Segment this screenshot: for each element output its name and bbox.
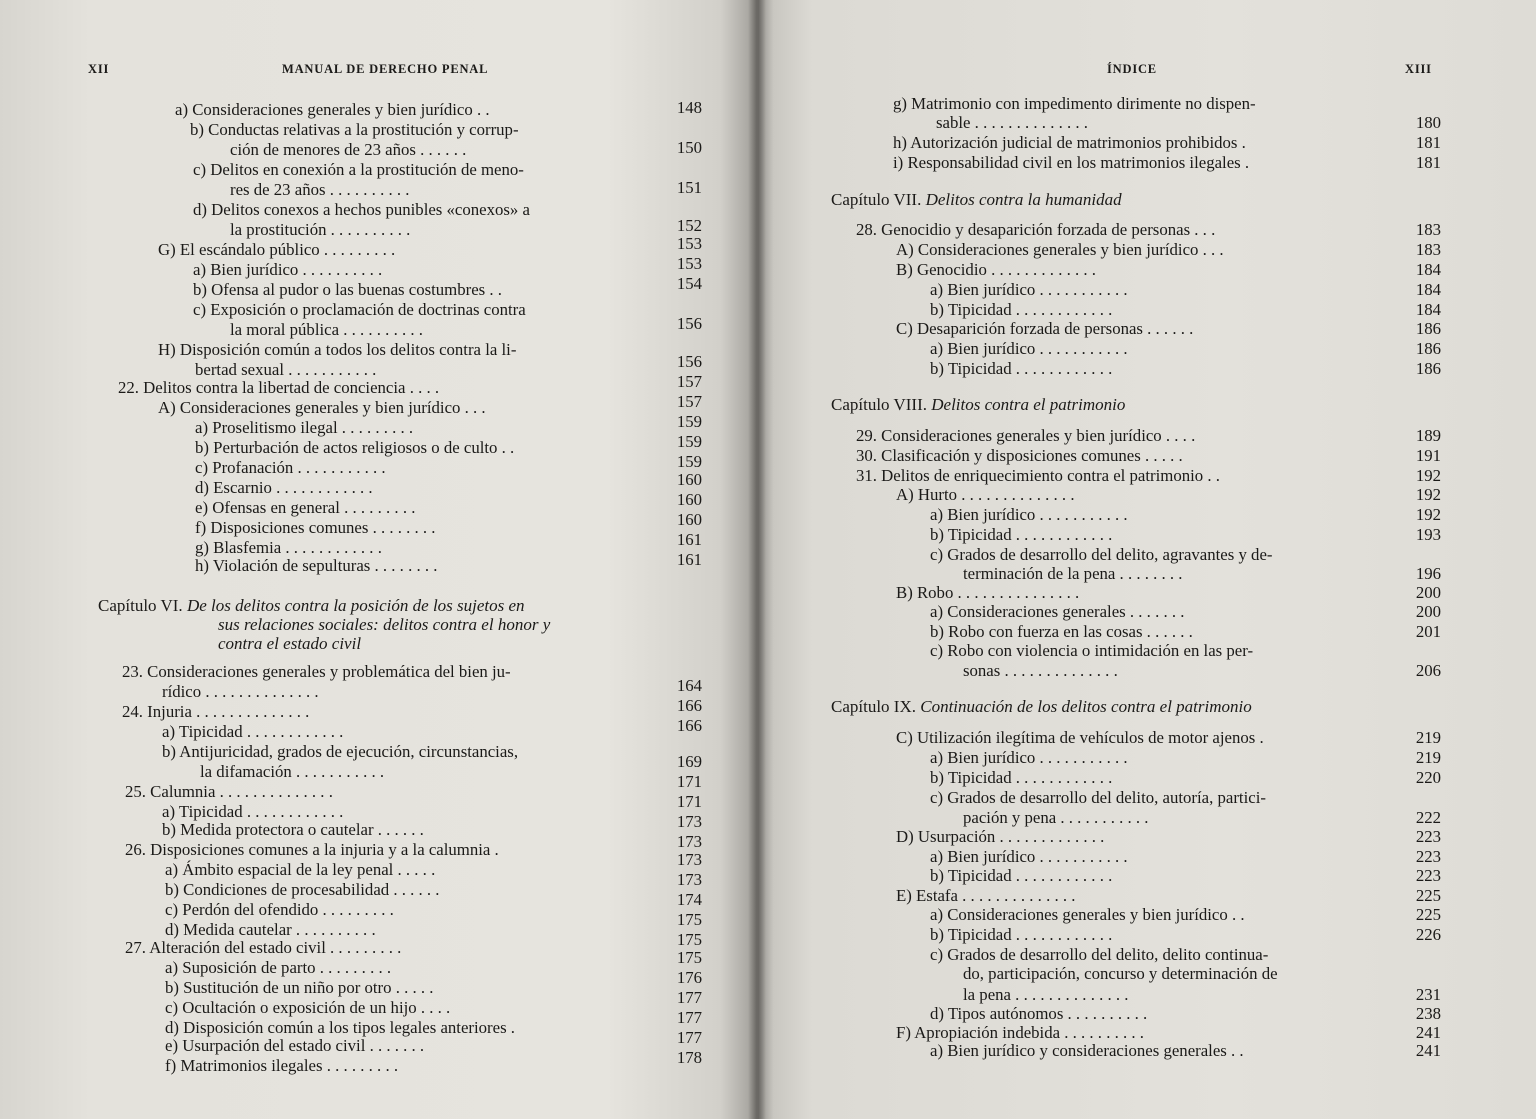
toc-page-number: 166	[676, 716, 702, 735]
toc-entry: terminación de la pena . . . . . . . .	[963, 564, 1183, 583]
toc-page-number: 219	[1415, 728, 1441, 747]
toc-entry: la prostitución . . . . . . . . . .	[230, 220, 411, 239]
toc-page-number: 200	[1415, 602, 1441, 621]
toc-entry: b) Medida protectora o cautelar . . . . . .	[162, 820, 424, 839]
toc-page-number: 186	[1415, 339, 1441, 358]
right-page	[758, 0, 1536, 1119]
toc-entry: sonas . . . . . . . . . . . . . .	[963, 661, 1118, 680]
toc-entry: B) Robo . . . . . . . . . . . . . . .	[896, 583, 1080, 602]
toc-page-number: 166	[676, 696, 702, 715]
toc-page-number: 192	[1415, 485, 1441, 504]
toc-entry: la moral pública . . . . . . . . . .	[230, 320, 423, 339]
toc-entry: E) Estafa . . . . . . . . . . . . . .	[896, 886, 1076, 905]
toc-page-number: 153	[676, 234, 702, 253]
toc-entry: a) Proselitismo ilegal . . . . . . . . .	[195, 418, 414, 437]
toc-entry: c) Delitos en conexión a la prostitución de meno-	[193, 160, 524, 179]
chapter-ix-label: Capítulo IX.	[831, 697, 916, 716]
toc-entry: G) El escándalo público . . . . . . . . .	[158, 240, 396, 259]
toc-entry: D) Usurpación . . . . . . . . . . . . .	[896, 827, 1105, 846]
toc-entry: c) Profanación . . . . . . . . . . .	[195, 458, 386, 477]
toc-entry: b) Ofensa al pudor o las buenas costumbres . .	[193, 280, 502, 299]
toc-page-number: 153	[676, 254, 702, 273]
toc-entry: b) Conductas relativas a la prostitución y corrup-	[190, 120, 519, 139]
toc-entry: 31. Delitos de enriquecimiento contra el patrimonio . .	[856, 466, 1220, 485]
toc-page-number: 184	[1415, 280, 1441, 299]
toc-entry: a) Consideraciones generales . . . . . . .	[930, 602, 1185, 621]
toc-entry: A) Consideraciones generales y bien jurídico . . .	[896, 240, 1224, 259]
toc-entry: 23. Consideraciones generales y problemática del bien ju-	[122, 662, 511, 681]
toc-page-number: 157	[676, 372, 702, 391]
toc-entry: C) Utilización ilegítima de vehículos de motor ajenos .	[896, 728, 1264, 747]
toc-entry: A) Consideraciones generales y bien jurídico . . .	[158, 398, 486, 417]
toc-page-number: 161	[676, 550, 702, 569]
toc-page-number: 184	[1415, 260, 1441, 279]
toc-entry: 27. Alteración del estado civil . . . . . . . . .	[125, 938, 402, 957]
chapter-vi-title-3: contra el estado civil	[218, 634, 362, 653]
toc-entry: a) Consideraciones generales y bien jurídico . .	[930, 905, 1245, 924]
toc-entry: b) Tipicidad . . . . . . . . . . . .	[930, 866, 1113, 885]
toc-entry: c) Perdón del ofendido . . . . . . . . .	[165, 900, 394, 919]
chapter-vi-title-2: sus relaciones sociales: delitos contra el honor y	[218, 615, 551, 634]
toc-entry: F) Apropiación indebida . . . . . . . . . .	[896, 1023, 1144, 1042]
folio-left: XII	[88, 62, 110, 76]
toc-entry: a) Bien jurídico . . . . . . . . . . .	[930, 505, 1128, 524]
toc-page-number: 164	[676, 676, 702, 695]
toc-entry: A) Hurto . . . . . . . . . . . . . .	[896, 485, 1075, 504]
toc-page-number: 177	[676, 1008, 702, 1027]
chapter-viii-label: Capítulo VIII.	[831, 395, 928, 414]
toc-page-number: 192	[1415, 466, 1441, 485]
toc-entry: a) Bien jurídico . . . . . . . . . . .	[930, 280, 1128, 299]
toc-page-number: 173	[676, 850, 702, 869]
toc-page-number: 223	[1415, 847, 1441, 866]
toc-entry: a) Bien jurídico . . . . . . . . . . .	[930, 339, 1128, 358]
toc-entry: d) Escarnio . . . . . . . . . . . .	[195, 478, 373, 497]
toc-entry: la difamación . . . . . . . . . . .	[200, 762, 385, 781]
chapter-ix-heading	[831, 697, 1252, 717]
toc-page-number: 241	[1415, 1023, 1441, 1042]
toc-page-number: 241	[1415, 1041, 1441, 1060]
toc-page-number: 171	[676, 772, 702, 791]
toc-entry: g) Blasfemia . . . . . . . . . . . .	[195, 538, 382, 557]
chapter-vii-title: Delitos contra la humanidad	[925, 190, 1122, 209]
toc-entry: a) Consideraciones generales y bien jurídico . .	[175, 100, 490, 119]
toc-page-number: 177	[676, 1028, 702, 1047]
toc-entry: 22. Delitos contra la libertad de conciencia . . . .	[118, 378, 440, 397]
toc-entry: b) Perturbación de actos religiosos o de culto . .	[195, 438, 515, 457]
running-head-right: ÍNDICE	[1107, 62, 1157, 76]
toc-page-number: 150	[676, 138, 702, 157]
toc-page-number: 178	[676, 1048, 702, 1067]
toc-page-number: 173	[676, 832, 702, 851]
toc-page-number: 159	[676, 452, 702, 471]
toc-entry: rídico . . . . . . . . . . . . . .	[162, 682, 319, 701]
book-gutter	[748, 0, 766, 1119]
toc-entry: a) Suposición de parto . . . . . . . . .	[165, 958, 392, 977]
toc-page-number: 152	[676, 216, 702, 235]
toc-page-number: 193	[1415, 525, 1441, 544]
toc-page-number: 156	[676, 352, 702, 371]
toc-entry: a) Bien jurídico . . . . . . . . . .	[193, 260, 383, 279]
toc-entry: c) Grados de desarrollo del delito, autoría, partici-	[930, 788, 1266, 807]
toc-page-number: 189	[1415, 426, 1441, 445]
toc-page-number: 183	[1415, 240, 1441, 259]
toc-page-number: 159	[676, 432, 702, 451]
chapter-vii-label: Capítulo VII.	[831, 190, 922, 209]
toc-entry: c) Exposición o proclamación de doctrinas contra	[193, 300, 526, 319]
toc-entry: i) Responsabilidad civil en los matrimonios ilegales .	[893, 153, 1250, 172]
toc-page-number: 200	[1415, 583, 1441, 602]
toc-entry: c) Ocultación o exposición de un hijo . . . .	[165, 998, 451, 1017]
left-page	[0, 0, 758, 1119]
toc-page-number: 169	[676, 752, 702, 771]
toc-page-number: 186	[1415, 319, 1441, 338]
toc-entry: pación y pena . . . . . . . . . . .	[963, 808, 1149, 827]
toc-page-number: 171	[676, 792, 702, 811]
toc-page-number: 192	[1415, 505, 1441, 524]
toc-entry: c) Grados de desarrollo del delito, agravantes y de-	[930, 545, 1273, 564]
chapter-viii-heading	[831, 395, 1125, 415]
toc-entry: a) Tipicidad . . . . . . . . . . . .	[162, 802, 344, 821]
toc-entry: b) Sustitución de un niño por otro . . . . .	[165, 978, 434, 997]
toc-page-number: 159	[676, 412, 702, 431]
toc-page-number: 180	[1415, 113, 1441, 132]
toc-entry: a) Tipicidad . . . . . . . . . . . .	[162, 722, 344, 741]
toc-entry: d) Delitos conexos a hechos punibles «conexos» a	[193, 200, 530, 219]
chapter-ix-title: Continuación de los delitos contra el patrimonio	[920, 697, 1252, 716]
toc-page-number: 226	[1415, 925, 1441, 944]
toc-page-number: 160	[676, 470, 702, 489]
toc-page-number: 223	[1415, 866, 1441, 885]
toc-entry: B) Genocidio . . . . . . . . . . . . .	[896, 260, 1096, 279]
toc-entry: f) Disposiciones comunes . . . . . . . .	[195, 518, 436, 537]
folio-right: XIII	[1405, 62, 1432, 76]
toc-page-number: 154	[676, 274, 702, 293]
toc-page-number: 201	[1415, 622, 1441, 641]
toc-page-number: 181	[1415, 153, 1441, 172]
toc-page-number: 160	[676, 510, 702, 529]
toc-page-number: 181	[1415, 133, 1441, 152]
toc-entry: b) Tipicidad . . . . . . . . . . . .	[930, 768, 1113, 787]
toc-page-number: 175	[676, 948, 702, 967]
toc-entry: b) Robo con fuerza en las cosas . . . . . .	[930, 622, 1193, 641]
toc-page-number: 225	[1415, 905, 1441, 924]
toc-entry: e) Usurpación del estado civil . . . . . . .	[165, 1036, 425, 1055]
toc-page-number: 177	[676, 988, 702, 1007]
toc-page-number: 173	[676, 812, 702, 831]
toc-entry: a) Bien jurídico . . . . . . . . . . .	[930, 847, 1128, 866]
toc-entry: h) Violación de sepulturas . . . . . . . .	[195, 556, 438, 575]
toc-entry: g) Matrimonio con impedimento dirimente no dispen-	[893, 94, 1256, 113]
toc-entry: ción de menores de 23 años . . . . . .	[230, 140, 467, 159]
toc-page-number: 220	[1415, 768, 1441, 787]
toc-entry: sable . . . . . . . . . . . . . .	[936, 113, 1088, 132]
toc-page-number: 222	[1415, 808, 1441, 827]
toc-page-number: 175	[676, 930, 702, 949]
toc-entry: 26. Disposiciones comunes a la injuria y a la calumnia .	[125, 840, 499, 859]
toc-entry: f) Matrimonios ilegales . . . . . . . . .	[165, 1056, 399, 1075]
toc-entry: b) Tipicidad . . . . . . . . . . . .	[930, 359, 1113, 378]
toc-entry: do, participación, concurso y determinación de	[963, 964, 1278, 983]
toc-page-number: 175	[676, 910, 702, 929]
chapter-viii-title: Delitos contra el patrimonio	[931, 395, 1126, 414]
toc-entry: 29. Consideraciones generales y bien jurídico . . . .	[856, 426, 1196, 445]
toc-page-number: 148	[676, 98, 702, 117]
toc-page-number: 161	[676, 530, 702, 549]
toc-entry: la pena . . . . . . . . . . . . . .	[963, 985, 1129, 1004]
toc-entry: 30. Clasificación y disposiciones comunes . . . . .	[856, 446, 1183, 465]
toc-entry: bertad sexual . . . . . . . . . . .	[195, 360, 377, 379]
toc-entry: a) Bien jurídico y consideraciones generales . .	[930, 1041, 1244, 1060]
toc-entry: res de 23 años . . . . . . . . . .	[230, 180, 410, 199]
toc-entry: c) Grados de desarrollo del delito, delito continua-	[930, 945, 1269, 964]
toc-entry: a) Ámbito espacial de la ley penal . . . . .	[165, 860, 436, 879]
toc-page-number: 191	[1415, 446, 1441, 465]
toc-page-number: 176	[676, 968, 702, 987]
toc-entry: d) Medida cautelar . . . . . . . . . .	[165, 920, 376, 939]
toc-entry: 25. Calumnia . . . . . . . . . . . . . .	[125, 782, 333, 801]
toc-page-number: 160	[676, 490, 702, 509]
toc-entry: b) Antijuricidad, grados de ejecución, circunstancias,	[162, 742, 519, 761]
toc-entry: c) Robo con violencia o intimidación en las per-	[930, 641, 1254, 660]
toc-entry: H) Disposición común a todos los delitos contra la li-	[158, 340, 517, 359]
toc-page-number: 151	[676, 178, 702, 197]
toc-entry: e) Ofensas en general . . . . . . . . .	[195, 498, 416, 517]
chapter-vi-heading	[98, 596, 525, 616]
toc-page-number: 206	[1415, 661, 1441, 680]
toc-page-number: 174	[676, 890, 702, 909]
toc-page-number: 219	[1415, 748, 1441, 767]
toc-entry: d) Tipos autónomos . . . . . . . . . .	[930, 1004, 1148, 1023]
toc-page-number: 231	[1415, 985, 1441, 1004]
toc-page-number: 184	[1415, 300, 1441, 319]
toc-page-number: 186	[1415, 359, 1441, 378]
toc-entry: b) Tipicidad . . . . . . . . . . . .	[930, 300, 1113, 319]
toc-page-number: 225	[1415, 886, 1441, 905]
toc-entry: d) Disposición común a los tipos legales anteriores .	[165, 1018, 516, 1037]
toc-entry: 24. Injuria . . . . . . . . . . . . . .	[122, 702, 310, 721]
toc-entry: b) Tipicidad . . . . . . . . . . . .	[930, 925, 1113, 944]
toc-page-number: 173	[676, 870, 702, 889]
toc-entry: b) Condiciones de procesabilidad . . . . . .	[165, 880, 440, 899]
running-head-left: MANUAL DE DERECHO PENAL	[282, 62, 489, 76]
toc-page-number: 157	[676, 392, 702, 411]
toc-page-number: 183	[1415, 220, 1441, 239]
toc-page-number: 223	[1415, 827, 1441, 846]
toc-entry: 28. Genocidio y desaparición forzada de personas . . .	[856, 220, 1216, 239]
toc-page-number: 156	[676, 314, 702, 333]
toc-entry: b) Tipicidad . . . . . . . . . . . .	[930, 525, 1113, 544]
toc-entry: C) Desaparición forzada de personas . . . . . .	[896, 319, 1194, 338]
chapter-vii-heading	[831, 190, 1122, 210]
toc-entry: h) Autorización judicial de matrimonios prohibidos .	[893, 133, 1246, 152]
toc-entry: a) Bien jurídico . . . . . . . . . . .	[930, 748, 1128, 767]
toc-page-number: 238	[1415, 1004, 1441, 1023]
chapter-vi-label: Capítulo VI.	[98, 596, 183, 615]
chapter-vi-title-1: De los delitos contra la posición de los sujetos en	[186, 596, 525, 615]
toc-page-number: 196	[1415, 564, 1441, 583]
